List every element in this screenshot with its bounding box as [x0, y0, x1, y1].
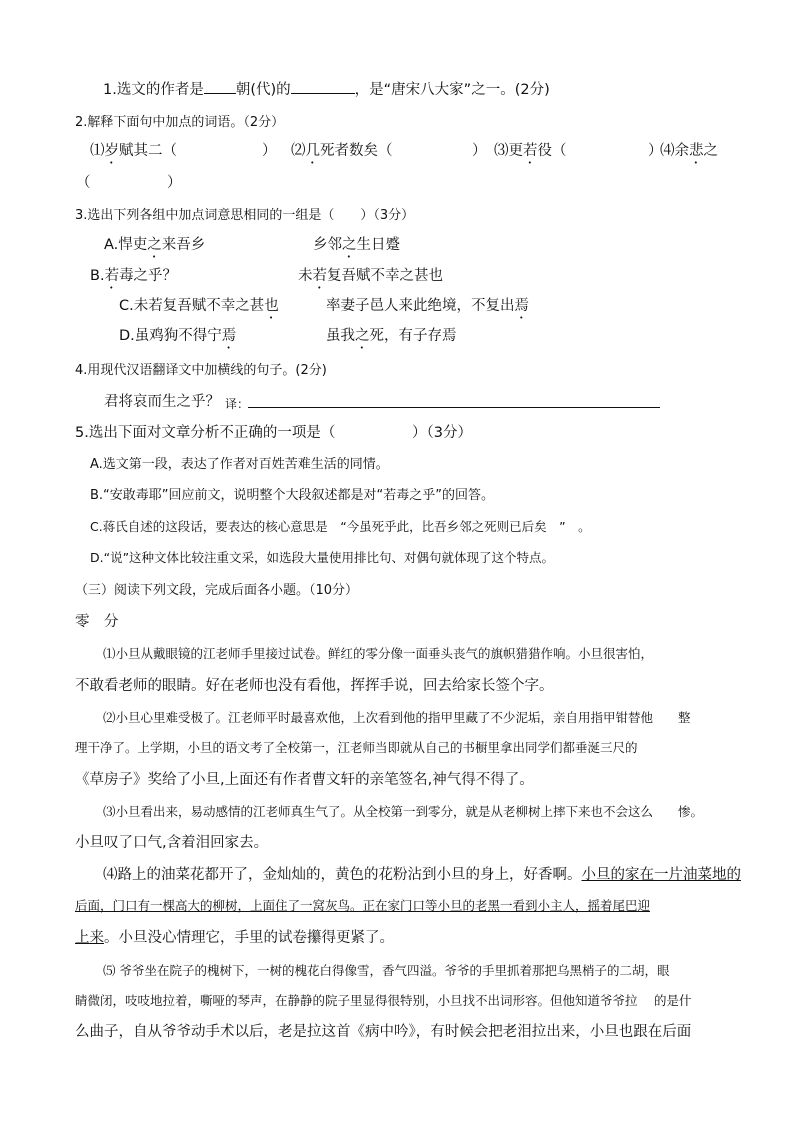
q2-answer-open-4: （: [76, 175, 91, 191]
q4-translate-label: 译：: [225, 397, 250, 411]
q2-dotted-word-1: 岁: [104, 143, 119, 159]
q5-option-d: D.“说”这种文体比较注重文采，如选段大量使用排比句、对偶句就体现了这个特点。: [90, 550, 555, 565]
q2-item-1: ⑴岁赋其二（: [90, 143, 177, 159]
q5-option-a: A.选文第一段，表达了作者对百姓苦难生活的同情。: [90, 457, 389, 472]
q3-option-c-right: 率妻子邑人来此绝境，不复出焉: [326, 298, 529, 314]
q1-text-a: 1.选文的作者是: [103, 82, 204, 98]
q2-dotted-word-2: 几: [305, 143, 320, 159]
q2-item-3: ⑶更若役（: [494, 143, 567, 159]
q2-item-4: ⑷余悲之: [660, 143, 718, 159]
q1-text-c: ，是“唐宋八大家”之一。(2分): [354, 82, 550, 98]
q2-answer-close-3: ）: [648, 143, 663, 159]
q2-dotted-word-4: 悲: [689, 143, 704, 159]
q3-option-b-left: B.若毒之乎？: [90, 268, 178, 284]
q3-option-a-left: A.悍吏之来吾乡: [104, 237, 206, 253]
paragraph-4-line-1: ⑷路上的油菜花都开了，金灿灿的，黄色的花粉沾到小旦的身上，好香啊。小旦的家在一片油菜地的: [103, 867, 741, 883]
q2-answer-close-1: ）: [262, 143, 277, 159]
q5-score: ）（3分）: [412, 425, 472, 441]
paragraph-2-line-1: ⑵小旦心里难受极了。江老师平时最喜欢他，上次看到他的指甲里藏了不少泥垢，亲自用指甲钳替他 整: [103, 710, 691, 725]
section-3-title: （三）阅读下列文段，完成后面各小题。（10分）: [75, 583, 359, 598]
q4-answer-line[interactable]: [248, 407, 660, 408]
paragraph-5-line-3: 么曲子，自从爷爷动手术以后，老是拉这首《病中吟》，有时候会把老泪拉出来，小旦也跟在后面: [75, 1024, 692, 1040]
q3-option-c-left: C.未若复吾赋不幸之甚也: [119, 298, 279, 314]
q3-option-d-left: D.虽鸡狗不得宁焉: [119, 328, 237, 344]
paragraph-3-line-2: 小旦叹了口气,含着泪回家去。: [75, 835, 269, 851]
q2-answer-close-4: ）: [167, 175, 182, 191]
q3-option-d-right: 虽我之死，有子存焉: [326, 328, 457, 344]
q3-option-a-right: 乡邻之生日蹙: [313, 237, 400, 253]
q5-option-b: B.“安敢毒耶”回应前文，说明整个大段叙述都是对“若毒之乎”的回答。: [90, 488, 494, 503]
paragraph-5-line-2: 睛微闭，吱吱地拉着，嘶哑的琴声，在静静的院子里显得很特别，小旦找不出词形容。但他知道爷爷拉 的是什: [75, 993, 692, 1008]
q2-answer-close-2: ）: [472, 143, 487, 159]
paragraph-5-line-1: ⑸ 爷爷坐在院子的槐树下，一树的槐花白得像雪，香气四溢。爷爷的手里抓着那把乌黑梢子的二胡，眼: [103, 963, 670, 978]
underlined-sentence-part-1: 小旦的家在一片油菜地的: [581, 867, 741, 883]
q1-blank-author[interactable]: [291, 81, 355, 94]
paragraph-1-line-1: ⑴小旦从戴眼镜的江老师手里接过试卷。鲜红的零分像一面垂头丧气的旗帜猎猎作响。小旦很害怕，: [103, 646, 654, 661]
q3-title: 3.选出下列各组中加点词意思相同的一组是（ ）（3分）: [75, 208, 415, 223]
q3-option-b-right: 未若复吾赋不幸之甚也: [298, 268, 443, 284]
q2-dotted-word-3: 若: [523, 143, 538, 159]
paragraph-1-line-2: 不敢看老师的眼睛。好在老师也没有看他，挥挥手说，回去给家长签个字。: [75, 678, 554, 694]
underlined-sentence-part-3: 上来: [75, 930, 104, 946]
paragraph-4-line-2: 后面，门口有一棵高大的柳树，上面住了一窝灰鸟。正在家门口等小旦的老黑一看到小主人，摇着尾巴迎: [75, 898, 651, 913]
q1-text-b: 朝(代)的: [235, 82, 291, 98]
passage-heading: 零 分: [75, 614, 119, 630]
q5-title: 5.选出下面对文章分析不正确的一项是（: [75, 425, 336, 441]
q2-item-2: ⑵几死者数矣（: [291, 143, 393, 159]
paragraph-3-line-1: ⑶小旦看出来，易动感情的江老师真生气了。从全校第一到零分，就是从老柳树上摔下来也不会这么 惨。: [103, 804, 704, 819]
paragraph-2-line-3: 《草房子》奖给了小旦,上面还有作者曹文轩的亲笔签名,神气得不得了。: [75, 772, 534, 788]
question-1: [103, 81, 550, 99]
q5-option-c: C.蒋氏自述的这段话，要表达的核心意思是 “今虽死乎此，比吾乡邻之死则已后矣 ” 。: [90, 519, 591, 534]
q4-sentence: 君将哀而生之乎？: [104, 394, 220, 410]
q4-title: 4.用现代汉语翻译文中加横线的句子。(2分): [75, 363, 327, 378]
paragraph-4-line-3: 上来。小旦没心情理它，手里的试卷攥得更紧了。: [75, 930, 394, 946]
q2-title: 2.解释下面句中加点的词语。（2分）: [75, 115, 285, 130]
q1-blank-dynasty[interactable]: [204, 81, 236, 94]
paragraph-2-line-2: 理干净了。上学期，小旦的语文考了全校第一，江老师当即就从自己的书橱里拿出同学们都垂涎三尺的: [75, 740, 638, 755]
